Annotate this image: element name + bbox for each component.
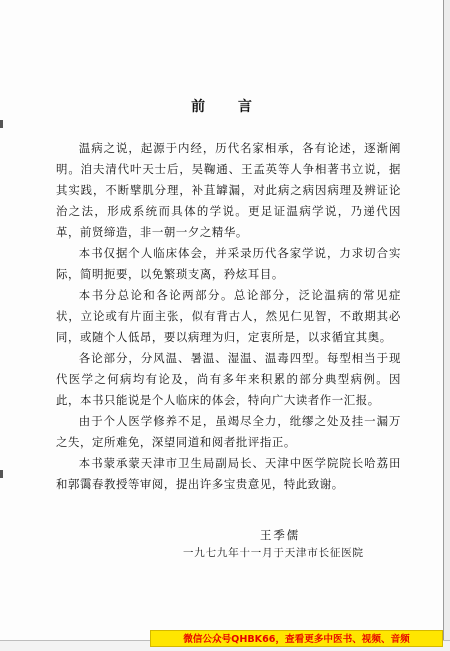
watermark-banner: 微信公众号QHBK66，查看更多中医书、视频、音频 — [150, 630, 443, 647]
paragraph-2: 本书仅据个人临床体会，并采录历代各家学说，力求切合实际，简明扼要，以免繁琐支离，矜炫耳目。 — [56, 246, 401, 281]
paragraph-5: 由于个人医学修养不足，虽竭尽全力，纰缪之处及挂一漏万之失，定所难免，深望同道和阅者批评指正。 — [56, 414, 401, 449]
margin-mark — [0, 120, 3, 128]
author-signature: 王季儒 — [260, 528, 301, 542]
page-title: 前 言 — [191, 99, 266, 115]
preface-body — [56, 138, 401, 495]
date-line: 一九七九年十一月于天津市长征医院 — [183, 547, 364, 559]
margin-mark — [0, 470, 3, 478]
paragraph-4: 各论部分，分风温、暑温、湿温、温毒四型。每型相当于现代医学之何病均有论及，尚有多年来积累的部分典型病例。因此，本书只能说是个人临床的体会，特向广大读者作一汇报。 — [56, 351, 401, 407]
paragraph-3: 本书分总论和各论两部分。总论部分，泛论温病的常见症状，立论或有片面主张，似有背古人，然见仁见智，不敢期其必同，或随个人低昂，要以病理为归，定衷所是，以求循宜其奥。 — [56, 288, 401, 344]
page-edge-right — [443, 0, 450, 650]
paragraph-1: 温病之说，起源于内经，历代名家相承，各有论述，逐渐阐明。洎夫清代叶天士后，吴鞠通、王孟英等人争相著书立说，据其实践，不断擘肌分理，补苴罅漏，对此病之病因病理及辨证论治之法，形成系统而具体的学说。更足证温病学说，乃递代因革，前贤缔造，非一朝一夕之精华。 — [56, 141, 401, 239]
paragraph-6: 本书蒙承蒙天津市卫生局副局长、天津中医学院院长哈荔田和郭霭春教授等审阅，提出许多宝贵意见，特此致谢。 — [56, 456, 401, 491]
